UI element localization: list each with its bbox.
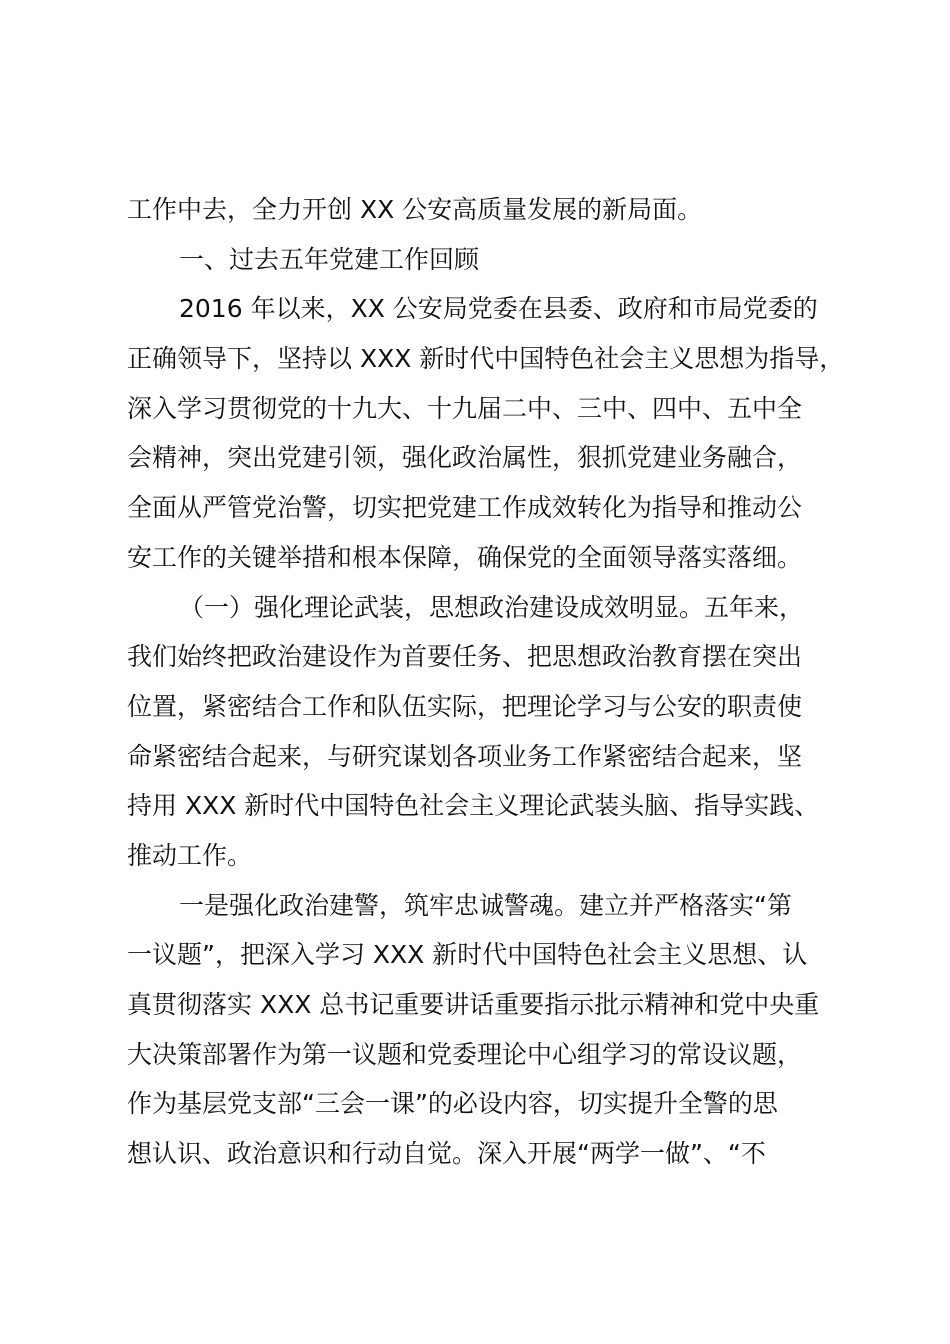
text-line: 推动工作。 [127,840,253,870]
text-line: 2016 年以来，XX 公安局党委在县委、政府和市局党委的 [179,294,818,324]
text-line: 我们始终把政治建设作为首要任务、把思想政治教育摆在突出 [127,642,803,672]
text-line: 一议题”，把深入学习 XXX 新时代中国特色社会主义思想、认 [127,940,808,970]
text-line: 大决策部署作为第一议题和党委理论中心组学习的常设议题， [127,1039,803,1069]
text-line: 命紧密结合起来，与研究谋划各项业务工作紧密结合起来，坚 [127,741,803,771]
document-body [127,185,845,1179]
text-line: 深入学习贯彻党的十九大、十九届二中、三中、四中、五中全 [127,393,803,423]
text-line: 全面从严管党治警，切实把党建工作成效转化为指导和推动公 [127,493,803,523]
text-line: 想认识、政治意识和行动自觉。深入开展“两学一做”、“不 [127,1139,766,1169]
text-line: 正确领导下，坚持以 XXX 新时代中国特色社会主义思想为指导， [127,344,845,374]
text-line: 位置，紧密结合工作和队伍实际，把理论学习与公安的职责使 [127,691,803,721]
text-line: 工作中去，全力开创 XX 公安高质量发展的新局面。 [127,195,703,224]
subsection-heading: （一）强化理论武装，思想政治建设成效明显。五年来， [179,592,805,622]
text-line: 持用 XXX 新时代中国特色社会主义理论武装头脑、指导实践、 [127,791,820,821]
text-line: 安工作的关键举措和根本保障，确保党的全面领导落实落细。 [127,542,803,572]
text-line: 真贯彻落实 XXX 总书记重要讲话重要指示批示精神和党中央重 [127,990,820,1019]
text-line: 一是强化政治建警，筑牢忠诚警魂。建立并严格落实“第 [179,890,792,920]
text-line: 会精神，突出党建引领，强化政治属性，狠抓党建业务融合， [127,443,803,473]
text-line: 作为基层党支部“三会一课”的必设内容，切实提升全警的思 [127,1089,778,1119]
section-heading: 一、过去五年党建工作回顾 [179,244,480,274]
